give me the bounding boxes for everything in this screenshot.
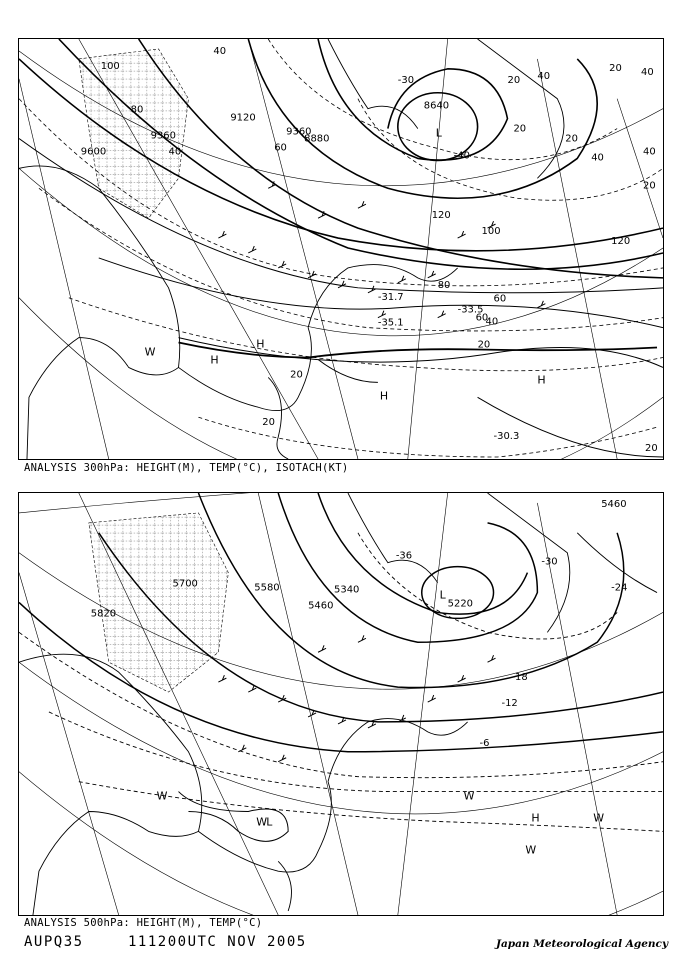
- warm-symbol: W: [463, 789, 475, 803]
- chart-500hpa: [18, 492, 664, 916]
- warm-symbol: W: [256, 815, 268, 829]
- low-symbol: L: [439, 588, 446, 602]
- warm-symbol: W: [525, 843, 537, 857]
- bulletin-code: AUPQ35: [24, 934, 84, 950]
- low-symbol: L: [266, 815, 273, 829]
- isotach-label: 120: [611, 236, 631, 248]
- isotherm-label: -6: [479, 737, 490, 749]
- height-label: 8640: [423, 100, 450, 112]
- height-label: 5700: [172, 578, 198, 590]
- map-300hpa-svg: [19, 39, 663, 459]
- temperature-label: -33.5: [457, 304, 484, 316]
- caption-300hpa: ANALYSIS 300hPa: HEIGHT(M), TEMP(°C), ISOTACH(KT): [24, 462, 349, 474]
- height-label: 5220: [447, 598, 474, 610]
- height-label: 9600: [80, 146, 107, 158]
- isotach-label: 80: [437, 279, 451, 291]
- isotherm-label: -12: [501, 697, 518, 709]
- map-500hpa-svg: [19, 493, 663, 915]
- height-label: 9360: [286, 126, 312, 138]
- isotach-label: 20: [262, 417, 275, 429]
- isotach-label: 120: [431, 210, 451, 222]
- isotach-label: 20: [645, 443, 658, 455]
- isotach-label: 60: [475, 312, 489, 324]
- isotach-label: 80: [130, 104, 144, 116]
- temperature-label: -31.7: [377, 291, 404, 303]
- height-label: 5820: [90, 608, 117, 620]
- temperature-label: -40: [453, 150, 470, 162]
- wind-barbs: [218, 635, 495, 761]
- temperature-label: -30.3: [493, 431, 520, 443]
- isotach-label: 20: [609, 62, 622, 74]
- warm-symbol: W: [593, 811, 605, 825]
- height-label: 9120: [230, 112, 256, 124]
- temperature-label: -30: [397, 74, 415, 86]
- hatched-terrain: [89, 513, 229, 692]
- height-label: 5340: [334, 584, 360, 596]
- isotach-label: 40: [591, 152, 604, 164]
- height-label: 5580: [254, 582, 280, 594]
- isotach-label: 60: [493, 293, 507, 305]
- isotach-label: 60: [274, 142, 287, 154]
- temperature-label: -35.1: [377, 317, 404, 329]
- isotach-label: 20: [643, 180, 656, 192]
- isotach-label: 40: [641, 66, 654, 78]
- isotach-label: 40: [213, 45, 227, 57]
- isotach-label: 20: [477, 339, 491, 351]
- isotherm-label: -30: [541, 556, 558, 568]
- warm-symbol: W: [144, 345, 156, 359]
- caption-500hpa: ANALYSIS 500hPa: HEIGHT(M), TEMP(°C): [24, 917, 263, 929]
- isotach-label: 40: [537, 70, 551, 82]
- warm-symbol: W: [156, 789, 168, 803]
- valid-time: 111200UTC NOV 2005: [128, 934, 307, 950]
- isotach-label: 100: [481, 226, 501, 238]
- isotach-label: 20: [507, 74, 521, 86]
- isotherm-labels: [396, 551, 628, 749]
- height-label: 8880: [304, 133, 330, 145]
- isotach-label: 40: [485, 316, 499, 328]
- isotherm-label: -18: [511, 672, 528, 684]
- high-symbol: H: [379, 389, 389, 403]
- isotach-label: 40: [168, 146, 182, 158]
- high-symbol: H: [256, 337, 265, 351]
- isotherm-label: -36: [395, 550, 413, 562]
- isotach-label: 100: [100, 60, 120, 72]
- isotherm-label: -24: [611, 582, 628, 594]
- isotach-label: 40: [643, 146, 656, 158]
- height-label: 5460: [601, 498, 627, 510]
- height-label: 9360: [150, 130, 176, 142]
- high-symbol: H: [531, 811, 540, 825]
- isotach-label: 20: [565, 133, 578, 145]
- height-label: 5460: [308, 600, 334, 612]
- high-symbol: H: [537, 373, 546, 387]
- isotach-label: 20: [290, 369, 303, 381]
- high-symbol: H: [210, 353, 219, 367]
- isotach-label: 20: [513, 123, 527, 135]
- agency-name: Japan Meteorological Agency: [496, 938, 669, 950]
- low-symbol: L: [435, 126, 442, 140]
- chart-300hpa: [18, 38, 664, 460]
